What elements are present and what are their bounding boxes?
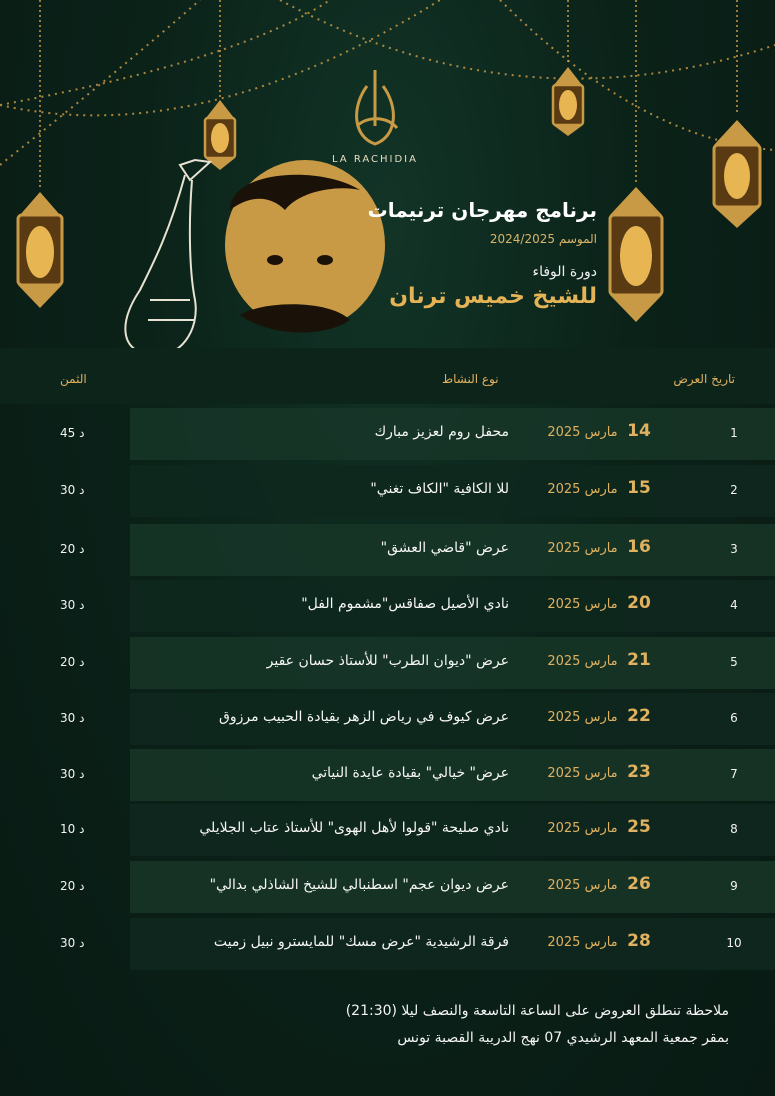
row-number: 9 xyxy=(730,879,738,893)
row-activity: عرض ديوان عجم" اسطنبالي للشيخ الشاذلي بدالي" xyxy=(209,877,509,893)
row-month: مارس 2025 xyxy=(547,766,618,781)
lantern-icon xyxy=(610,187,662,322)
page-title: برنامج مهرجان ترنيمات xyxy=(367,198,597,222)
table-row xyxy=(0,804,775,856)
footer-note: ملاحظة تنطلق العروض على الساعة التاسعة والنصف ليلا (21:30) xyxy=(345,1003,729,1019)
row-day: 22 xyxy=(627,706,651,726)
calligraphy-logo-icon xyxy=(342,66,408,152)
row-price: 20 د xyxy=(60,542,85,556)
table-row xyxy=(0,918,775,970)
row-price: 45 د xyxy=(60,426,85,440)
row-price: 30 د xyxy=(60,483,85,497)
brand-logo xyxy=(332,66,418,165)
brand-name: LA RACHIDIA xyxy=(332,154,418,165)
column-header-type: نوع النشاط xyxy=(442,372,499,386)
row-number: 3 xyxy=(730,542,738,556)
row-day: 15 xyxy=(627,478,651,498)
column-header-date: تاريخ العرض xyxy=(673,372,735,386)
row-month: مارس 2025 xyxy=(547,425,618,440)
row-number: 1 xyxy=(730,426,738,440)
row-day: 20 xyxy=(627,593,651,613)
row-activity: نادي الأصيل صفاقس"مشموم الفل" xyxy=(301,596,509,612)
table-row xyxy=(0,749,775,801)
row-number: 6 xyxy=(730,711,738,725)
row-month: مارس 2025 xyxy=(547,541,618,556)
row-price: 30 د xyxy=(60,711,85,725)
row-activity: نادي صليحة "قولوا لأهل الهوى" للأستاذ عتاب الجلايلي xyxy=(199,820,509,836)
table-row xyxy=(0,408,775,460)
row-price: 20 د xyxy=(60,879,85,893)
column-header-price: الثمن xyxy=(60,372,87,386)
row-activity: عرض "قاضي العشق" xyxy=(380,540,509,556)
row-price: 30 د xyxy=(60,767,85,781)
cycle-label: دورة الوفاء xyxy=(532,264,597,280)
row-day: 25 xyxy=(627,817,651,837)
row-day: 26 xyxy=(627,874,651,894)
lantern-icon xyxy=(714,120,760,228)
table-row xyxy=(0,693,775,745)
row-number: 8 xyxy=(730,822,738,836)
row-activity: للا الكافية "الكاف تغني" xyxy=(370,481,509,497)
table-row xyxy=(0,861,775,913)
row-day: 14 xyxy=(627,421,651,441)
table-row xyxy=(0,637,775,689)
row-number: 2 xyxy=(730,483,738,497)
row-day: 16 xyxy=(627,537,651,557)
row-day: 28 xyxy=(627,931,651,951)
lantern-icon xyxy=(553,67,583,136)
row-price: 30 د xyxy=(60,598,85,612)
honoree-title: للشيخ خميس ترنان xyxy=(389,284,597,309)
row-number: 10 xyxy=(726,936,742,950)
season-label: الموسم 2024/2025 xyxy=(489,232,597,246)
table-header xyxy=(0,348,775,404)
row-activity: عرض كيوف في رياض الزهر بقيادة الحبيب مرزوق xyxy=(218,709,509,725)
row-activity: محفل روم لعزيز مبارك xyxy=(374,424,509,440)
row-month: مارس 2025 xyxy=(547,654,618,669)
footer-venue: بمقر جمعية المعهد الرشيدي 07 نهج الدريبة القصبة تونس xyxy=(397,1030,729,1046)
row-day: 23 xyxy=(627,762,651,782)
table-row xyxy=(0,524,775,576)
table-row xyxy=(0,580,775,632)
row-number: 7 xyxy=(730,767,738,781)
row-month: مارس 2025 xyxy=(547,878,618,893)
row-month: مارس 2025 xyxy=(547,935,618,950)
row-price: 30 د xyxy=(60,936,85,950)
row-month: مارس 2025 xyxy=(547,597,618,612)
row-day: 21 xyxy=(627,650,651,670)
row-activity: عرض" خيالي" بقيادة عايدة النياتي xyxy=(311,765,509,781)
row-activity: عرض "ديوان الطرب" للأستاذ حسان عقير xyxy=(266,653,509,669)
table-row xyxy=(0,465,775,517)
row-month: مارس 2025 xyxy=(547,821,618,836)
row-price: 20 د xyxy=(60,655,85,669)
row-month: مارس 2025 xyxy=(547,710,618,725)
row-activity: فرقة الرشيدية "عرض مسك" للمايسترو نبيل زميت xyxy=(213,934,509,950)
row-number: 5 xyxy=(730,655,738,669)
row-number: 4 xyxy=(730,598,738,612)
row-price: 10 د xyxy=(60,822,85,836)
row-month: مارس 2025 xyxy=(547,482,618,497)
lantern-icon xyxy=(18,192,62,308)
